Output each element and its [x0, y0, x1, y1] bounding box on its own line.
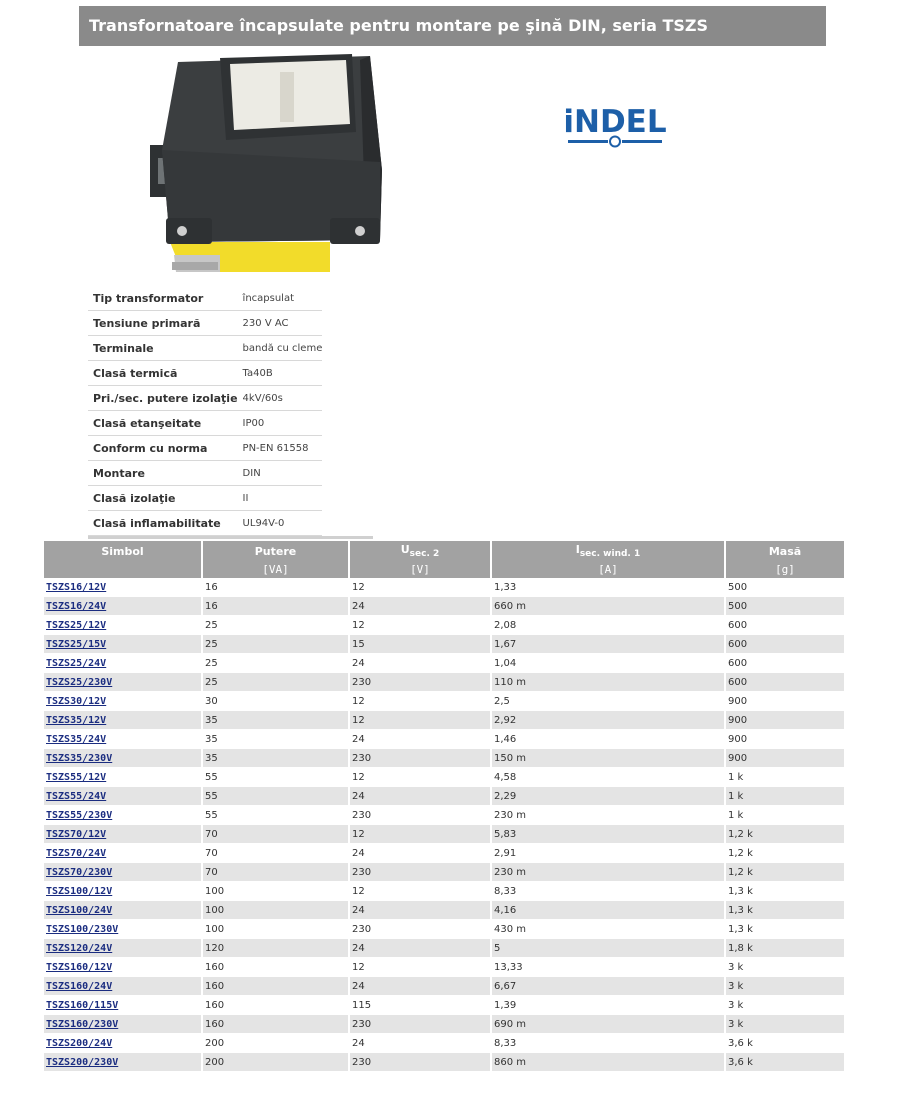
product-symbol-link[interactable]: TSZS70/24V — [44, 844, 202, 863]
mass-cell: 1,2 k — [725, 844, 844, 863]
current-cell: 13,33 — [491, 958, 725, 977]
spec-row — [88, 386, 322, 411]
spec-key: Pri./sec. putere izolaţie — [88, 386, 238, 411]
table-row — [44, 806, 844, 825]
product-symbol-link[interactable]: TSZS200/24V — [44, 1034, 202, 1053]
spec-key: Terminale — [88, 336, 238, 361]
mass-cell: 1 k — [725, 806, 844, 825]
voltage-cell: 12 — [349, 578, 491, 597]
power-cell: 160 — [202, 1015, 349, 1034]
current-cell: 1,04 — [491, 654, 725, 673]
mass-cell: 3 k — [725, 1015, 844, 1034]
current-cell: 5,83 — [491, 825, 725, 844]
power-cell: 70 — [202, 825, 349, 844]
current-cell: 690 m — [491, 1015, 725, 1034]
spec-value: II — [238, 486, 323, 511]
product-symbol-link[interactable]: TSZS55/24V — [44, 787, 202, 806]
mass-cell: 600 — [725, 673, 844, 692]
product-symbol-link[interactable]: TSZS55/230V — [44, 806, 202, 825]
current-cell: 860 m — [491, 1053, 725, 1072]
mass-cell: 1,8 k — [725, 939, 844, 958]
col-symbol-header: Simbol — [44, 541, 202, 561]
product-symbol-link[interactable]: TSZS160/12V — [44, 958, 202, 977]
spec-key: Tensiune primară — [88, 311, 238, 336]
spec-value: DIN — [238, 461, 323, 486]
voltage-cell: 24 — [349, 844, 491, 863]
power-cell: 160 — [202, 977, 349, 996]
voltage-cell: 12 — [349, 768, 491, 787]
voltage-cell: 230 — [349, 920, 491, 939]
table-row — [44, 711, 844, 730]
current-cell: 1,33 — [491, 578, 725, 597]
voltage-cell: 24 — [349, 901, 491, 920]
product-symbol-link[interactable]: TSZS160/115V — [44, 996, 202, 1015]
current-cell: 2,5 — [491, 692, 725, 711]
mass-cell: 3 k — [725, 977, 844, 996]
current-cell: 4,16 — [491, 901, 725, 920]
spec-key: Clasă inflamabilitate — [88, 511, 238, 536]
indel-logo — [560, 90, 670, 150]
spec-value: UL94V-0 — [238, 511, 323, 536]
svg-text:iNDEL: iNDEL — [563, 104, 667, 140]
unit-symbol — [44, 561, 202, 578]
voltage-cell: 230 — [349, 1053, 491, 1072]
current-cell: 1,39 — [491, 996, 725, 1015]
spec-key: Conform cu norma — [88, 436, 238, 461]
col-usec-header: $U_{sec. 2}$ — [349, 541, 491, 561]
spec-key: Clasă izolaţie — [88, 486, 238, 511]
spec-row — [88, 486, 322, 511]
power-cell: 55 — [202, 806, 349, 825]
transformer-photo — [130, 50, 390, 278]
current-cell: 660 m — [491, 597, 725, 616]
current-cell: 230 m — [491, 863, 725, 882]
voltage-cell: 115 — [349, 996, 491, 1015]
page-title: Transfornatoare încapsulate pentru montare pe şină DIN, seria TSZS — [89, 16, 709, 35]
specs-table — [88, 286, 322, 536]
unit-usec: [V] — [349, 561, 491, 578]
col-isec-header: $I_{sec. wind. 1}$ — [491, 541, 725, 561]
spec-row — [88, 311, 322, 336]
spec-value: încapsulat — [238, 286, 323, 311]
table-row — [44, 844, 844, 863]
spec-value: bandă cu cleme — [238, 336, 323, 361]
specs-divider — [88, 536, 373, 539]
mass-cell: 500 — [725, 578, 844, 597]
title-bar — [79, 6, 826, 46]
product-symbol-link[interactable]: TSZS55/12V — [44, 768, 202, 787]
current-cell: 2,08 — [491, 616, 725, 635]
mass-cell: 1,3 k — [725, 901, 844, 920]
product-symbol-link[interactable]: TSZS25/12V — [44, 616, 202, 635]
units-row — [44, 561, 844, 578]
current-cell: 110 m — [491, 673, 725, 692]
mass-cell: 1,3 k — [725, 920, 844, 939]
table-row — [44, 749, 844, 768]
table-row — [44, 920, 844, 939]
current-cell: 430 m — [491, 920, 725, 939]
spec-value: 4kV/60s — [238, 386, 323, 411]
spec-key: Tip transformator — [88, 286, 238, 311]
power-cell: 100 — [202, 901, 349, 920]
voltage-cell: 230 — [349, 806, 491, 825]
mass-cell: 600 — [725, 635, 844, 654]
table-row — [44, 901, 844, 920]
mass-cell: 600 — [725, 616, 844, 635]
spec-row — [88, 461, 322, 486]
table-row — [44, 1053, 844, 1072]
power-cell: 35 — [202, 730, 349, 749]
power-cell: 160 — [202, 958, 349, 977]
voltage-cell: 24 — [349, 730, 491, 749]
voltage-cell: 12 — [349, 711, 491, 730]
table-row — [44, 977, 844, 996]
spec-value: IP00 — [238, 411, 323, 436]
product-symbol-link[interactable]: TSZS100/230V — [44, 920, 202, 939]
col-mass-header: Masă — [725, 541, 844, 561]
current-cell: 2,29 — [491, 787, 725, 806]
mass-cell: 1 k — [725, 768, 844, 787]
power-cell: 70 — [202, 844, 349, 863]
product-symbol-link[interactable]: TSZS16/24V — [44, 597, 202, 616]
mass-cell: 1,3 k — [725, 882, 844, 901]
voltage-cell: 12 — [349, 616, 491, 635]
table-row — [44, 863, 844, 882]
product-symbol-link[interactable]: TSZS70/230V — [44, 863, 202, 882]
current-cell: 150 m — [491, 749, 725, 768]
current-cell: 4,58 — [491, 768, 725, 787]
current-cell: 6,67 — [491, 977, 725, 996]
product-symbol-link[interactable]: TSZS35/12V — [44, 711, 202, 730]
table-row — [44, 882, 844, 901]
table-row — [44, 673, 844, 692]
table-row — [44, 635, 844, 654]
spec-row — [88, 411, 322, 436]
spec-key: Clasă termică — [88, 361, 238, 386]
voltage-cell: 15 — [349, 635, 491, 654]
voltage-cell: 12 — [349, 692, 491, 711]
power-cell: 120 — [202, 939, 349, 958]
table-row — [44, 578, 844, 597]
unit-power: [VA] — [202, 561, 349, 578]
current-cell: 1,67 — [491, 635, 725, 654]
voltage-cell: 230 — [349, 673, 491, 692]
mass-cell: 1 k — [725, 787, 844, 806]
current-cell: 8,33 — [491, 1034, 725, 1053]
mass-cell: 3,6 k — [725, 1034, 844, 1053]
product-symbol-link[interactable]: TSZS160/24V — [44, 977, 202, 996]
current-cell: 2,92 — [491, 711, 725, 730]
mass-cell: 3,6 k — [725, 1053, 844, 1072]
current-cell: 1,46 — [491, 730, 725, 749]
voltage-cell: 12 — [349, 825, 491, 844]
unit-isec: [A] — [491, 561, 725, 578]
table-row — [44, 787, 844, 806]
product-symbol-link[interactable]: TSZS70/12V — [44, 825, 202, 844]
table-row — [44, 1015, 844, 1034]
spec-row — [88, 436, 322, 461]
table-row — [44, 1034, 844, 1053]
product-symbol-link[interactable]: TSZS35/24V — [44, 730, 202, 749]
mass-cell: 900 — [725, 711, 844, 730]
mass-cell: 900 — [725, 749, 844, 768]
mass-cell: 3 k — [725, 996, 844, 1015]
spec-row — [88, 511, 322, 536]
product-table — [44, 541, 844, 1072]
current-cell: 2,91 — [491, 844, 725, 863]
spec-value: 230 V AC — [238, 311, 323, 336]
power-cell: 25 — [202, 616, 349, 635]
voltage-cell: 24 — [349, 654, 491, 673]
table-row — [44, 996, 844, 1015]
mass-cell: 600 — [725, 654, 844, 673]
power-cell: 100 — [202, 920, 349, 939]
power-cell: 160 — [202, 996, 349, 1015]
product-symbol-link[interactable]: TSZS16/12V — [44, 578, 202, 597]
spec-value: Ta40B — [238, 361, 323, 386]
table-row — [44, 825, 844, 844]
voltage-cell: 24 — [349, 597, 491, 616]
voltage-cell: 230 — [349, 749, 491, 768]
power-cell: 25 — [202, 635, 349, 654]
power-cell: 55 — [202, 787, 349, 806]
power-cell: 16 — [202, 597, 349, 616]
voltage-cell: 24 — [349, 1034, 491, 1053]
voltage-cell: 24 — [349, 939, 491, 958]
table-row — [44, 768, 844, 787]
spec-row — [88, 361, 322, 386]
voltage-cell: 24 — [349, 787, 491, 806]
table-row — [44, 958, 844, 977]
power-cell: 35 — [202, 711, 349, 730]
unit-mass: [g] — [725, 561, 844, 578]
spec-key: Montare — [88, 461, 238, 486]
header-row — [44, 541, 844, 561]
product-symbol-link[interactable]: TSZS100/24V — [44, 901, 202, 920]
table-row — [44, 654, 844, 673]
mass-cell: 1,2 k — [725, 825, 844, 844]
table-row — [44, 730, 844, 749]
spec-key: Clasă etanşeitate — [88, 411, 238, 436]
power-cell: 25 — [202, 673, 349, 692]
product-symbol-link[interactable]: TSZS100/12V — [44, 882, 202, 901]
mass-cell: 900 — [725, 692, 844, 711]
current-cell: 8,33 — [491, 882, 725, 901]
table-row — [44, 616, 844, 635]
product-symbol-link[interactable]: TSZS30/12V — [44, 692, 202, 711]
mass-cell: 3 k — [725, 958, 844, 977]
spec-value: PN-EN 61558 — [238, 436, 323, 461]
power-cell: 25 — [202, 654, 349, 673]
product-symbol-link[interactable]: TSZS200/230V — [44, 1053, 202, 1072]
voltage-cell: 230 — [349, 1015, 491, 1034]
voltage-cell: 12 — [349, 882, 491, 901]
voltage-cell: 24 — [349, 977, 491, 996]
power-cell: 200 — [202, 1053, 349, 1072]
voltage-cell: 12 — [349, 958, 491, 977]
power-cell: 16 — [202, 578, 349, 597]
power-cell: 30 — [202, 692, 349, 711]
product-symbol-link[interactable]: TSZS35/230V — [44, 749, 202, 768]
voltage-cell: 230 — [349, 863, 491, 882]
current-cell: 230 m — [491, 806, 725, 825]
product-symbol-link[interactable]: TSZS160/230V — [44, 1015, 202, 1034]
table-row — [44, 692, 844, 711]
mass-cell: 1,2 k — [725, 863, 844, 882]
power-cell: 70 — [202, 863, 349, 882]
power-cell: 100 — [202, 882, 349, 901]
table-row — [44, 597, 844, 616]
power-cell: 55 — [202, 768, 349, 787]
product-symbol-link[interactable]: TSZS25/15V — [44, 635, 202, 654]
mass-cell: 900 — [725, 730, 844, 749]
table-row — [44, 939, 844, 958]
col-power-header: Putere — [202, 541, 349, 561]
product-symbol-link[interactable]: TSZS120/24V — [44, 939, 202, 958]
spec-row — [88, 336, 322, 361]
power-cell: 200 — [202, 1034, 349, 1053]
current-cell: 5 — [491, 939, 725, 958]
power-cell: 35 — [202, 749, 349, 768]
product-symbol-link[interactable]: TSZS25/24V — [44, 654, 202, 673]
product-symbol-link[interactable]: TSZS25/230V — [44, 673, 202, 692]
spec-row — [88, 286, 322, 311]
mass-cell: 500 — [725, 597, 844, 616]
